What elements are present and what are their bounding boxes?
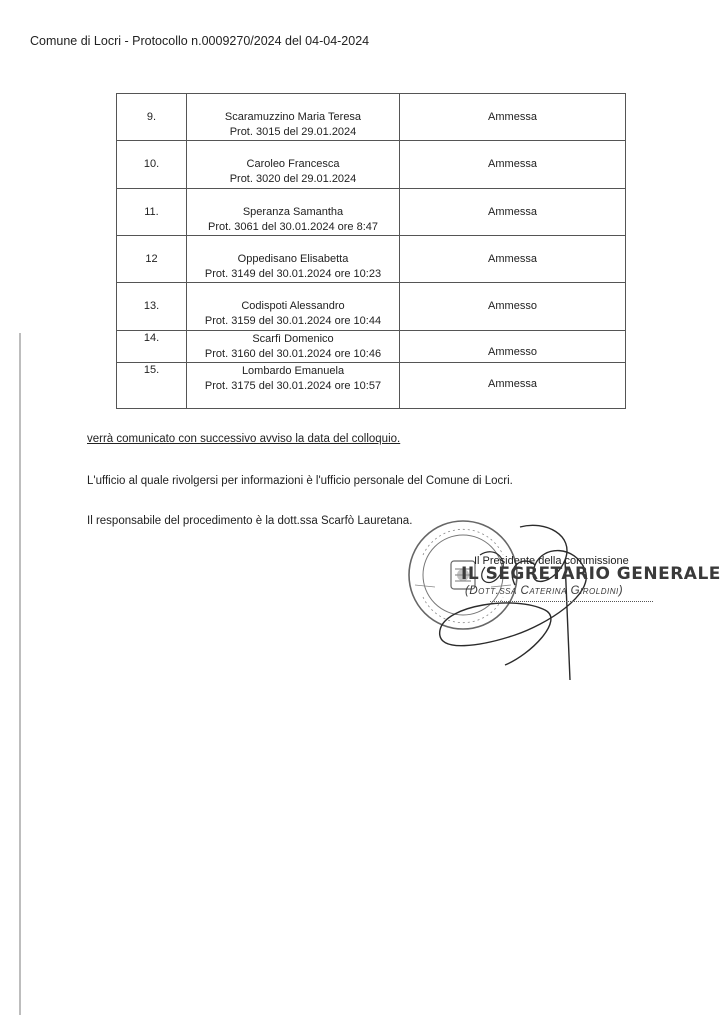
handwritten-signature-icon — [425, 515, 625, 685]
candidate-name: Scarfì Domenico — [252, 333, 334, 345]
row-number: 14. — [143, 332, 160, 344]
interview-notice: verrà comunicato con successivo avviso la data del colloquio. — [87, 433, 401, 445]
admission-status: Ammesso — [488, 346, 537, 358]
protocol-ref: Prot. 3175 del 30.01.2024 ore 10:57 — [204, 380, 382, 392]
scan-margin-line — [19, 333, 21, 1015]
protocol-ref: Prot. 3061 del 30.01.2024 ore 8:47 — [207, 221, 379, 233]
row-number: 13. — [143, 300, 160, 312]
admission-status: Ammessa — [488, 378, 537, 390]
admission-status: Ammessa — [488, 158, 537, 170]
signature-line — [490, 601, 653, 602]
table-row — [117, 283, 626, 331]
table-row — [117, 331, 626, 363]
admission-status: Ammessa — [488, 111, 537, 123]
table-row — [117, 94, 626, 141]
protocol-ref: Prot. 3020 del 29.01.2024 — [229, 173, 357, 185]
table-row — [117, 189, 626, 236]
admission-status: Ammessa — [488, 253, 537, 265]
candidate-name: Caroleo Francesca — [246, 158, 340, 170]
protocol-ref: Prot. 3160 del 30.01.2024 ore 10:46 — [204, 348, 382, 360]
admission-status: Ammesso — [488, 300, 537, 312]
row-number: 11. — [144, 206, 159, 218]
row-number: 15. — [143, 364, 160, 376]
protocol-header: Comune di Locri - Protocollo n.0009270/2024 del 04-04-2024 — [30, 34, 370, 48]
candidate-name: Oppedisano Elisabetta — [237, 253, 349, 265]
protocol-ref: Prot. 3159 del 30.01.2024 ore 10:44 — [204, 315, 382, 327]
candidate-name: Codispoti Alessandro — [241, 300, 345, 312]
office-info: L'ufficio al quale rivolgersi per informazioni è l'ufficio personale del Comune di Locri. — [87, 475, 513, 487]
candidates-table — [116, 93, 626, 409]
table-row — [117, 236, 626, 283]
row-number: 12 — [145, 253, 158, 265]
secretary-stamp-name: (Dott.ssa Caterina Giroldini) — [465, 585, 624, 597]
secretary-stamp-title: IL SEGRETARIO GENERALE — [461, 564, 721, 584]
protocol-ref: Prot. 3149 del 30.01.2024 ore 10:23 — [204, 268, 382, 280]
row-number: 9. — [146, 111, 157, 123]
admission-status: Ammessa — [488, 206, 537, 218]
row-number: 10. — [143, 158, 160, 170]
commission-president-label: Il Presidente della commissione — [474, 555, 629, 567]
candidate-name: Lombardo Emanuela — [241, 365, 345, 377]
table-row — [117, 363, 626, 409]
candidate-name: Speranza Samantha — [242, 206, 344, 218]
responsible-info: Il responsabile del procedimento è la dott.ssa Scarfò Lauretana. — [87, 515, 413, 527]
candidate-name: Scaramuzzino Maria Teresa — [224, 111, 362, 123]
table-row — [117, 141, 626, 189]
protocol-ref: Prot. 3015 del 29.01.2024 — [229, 126, 357, 138]
